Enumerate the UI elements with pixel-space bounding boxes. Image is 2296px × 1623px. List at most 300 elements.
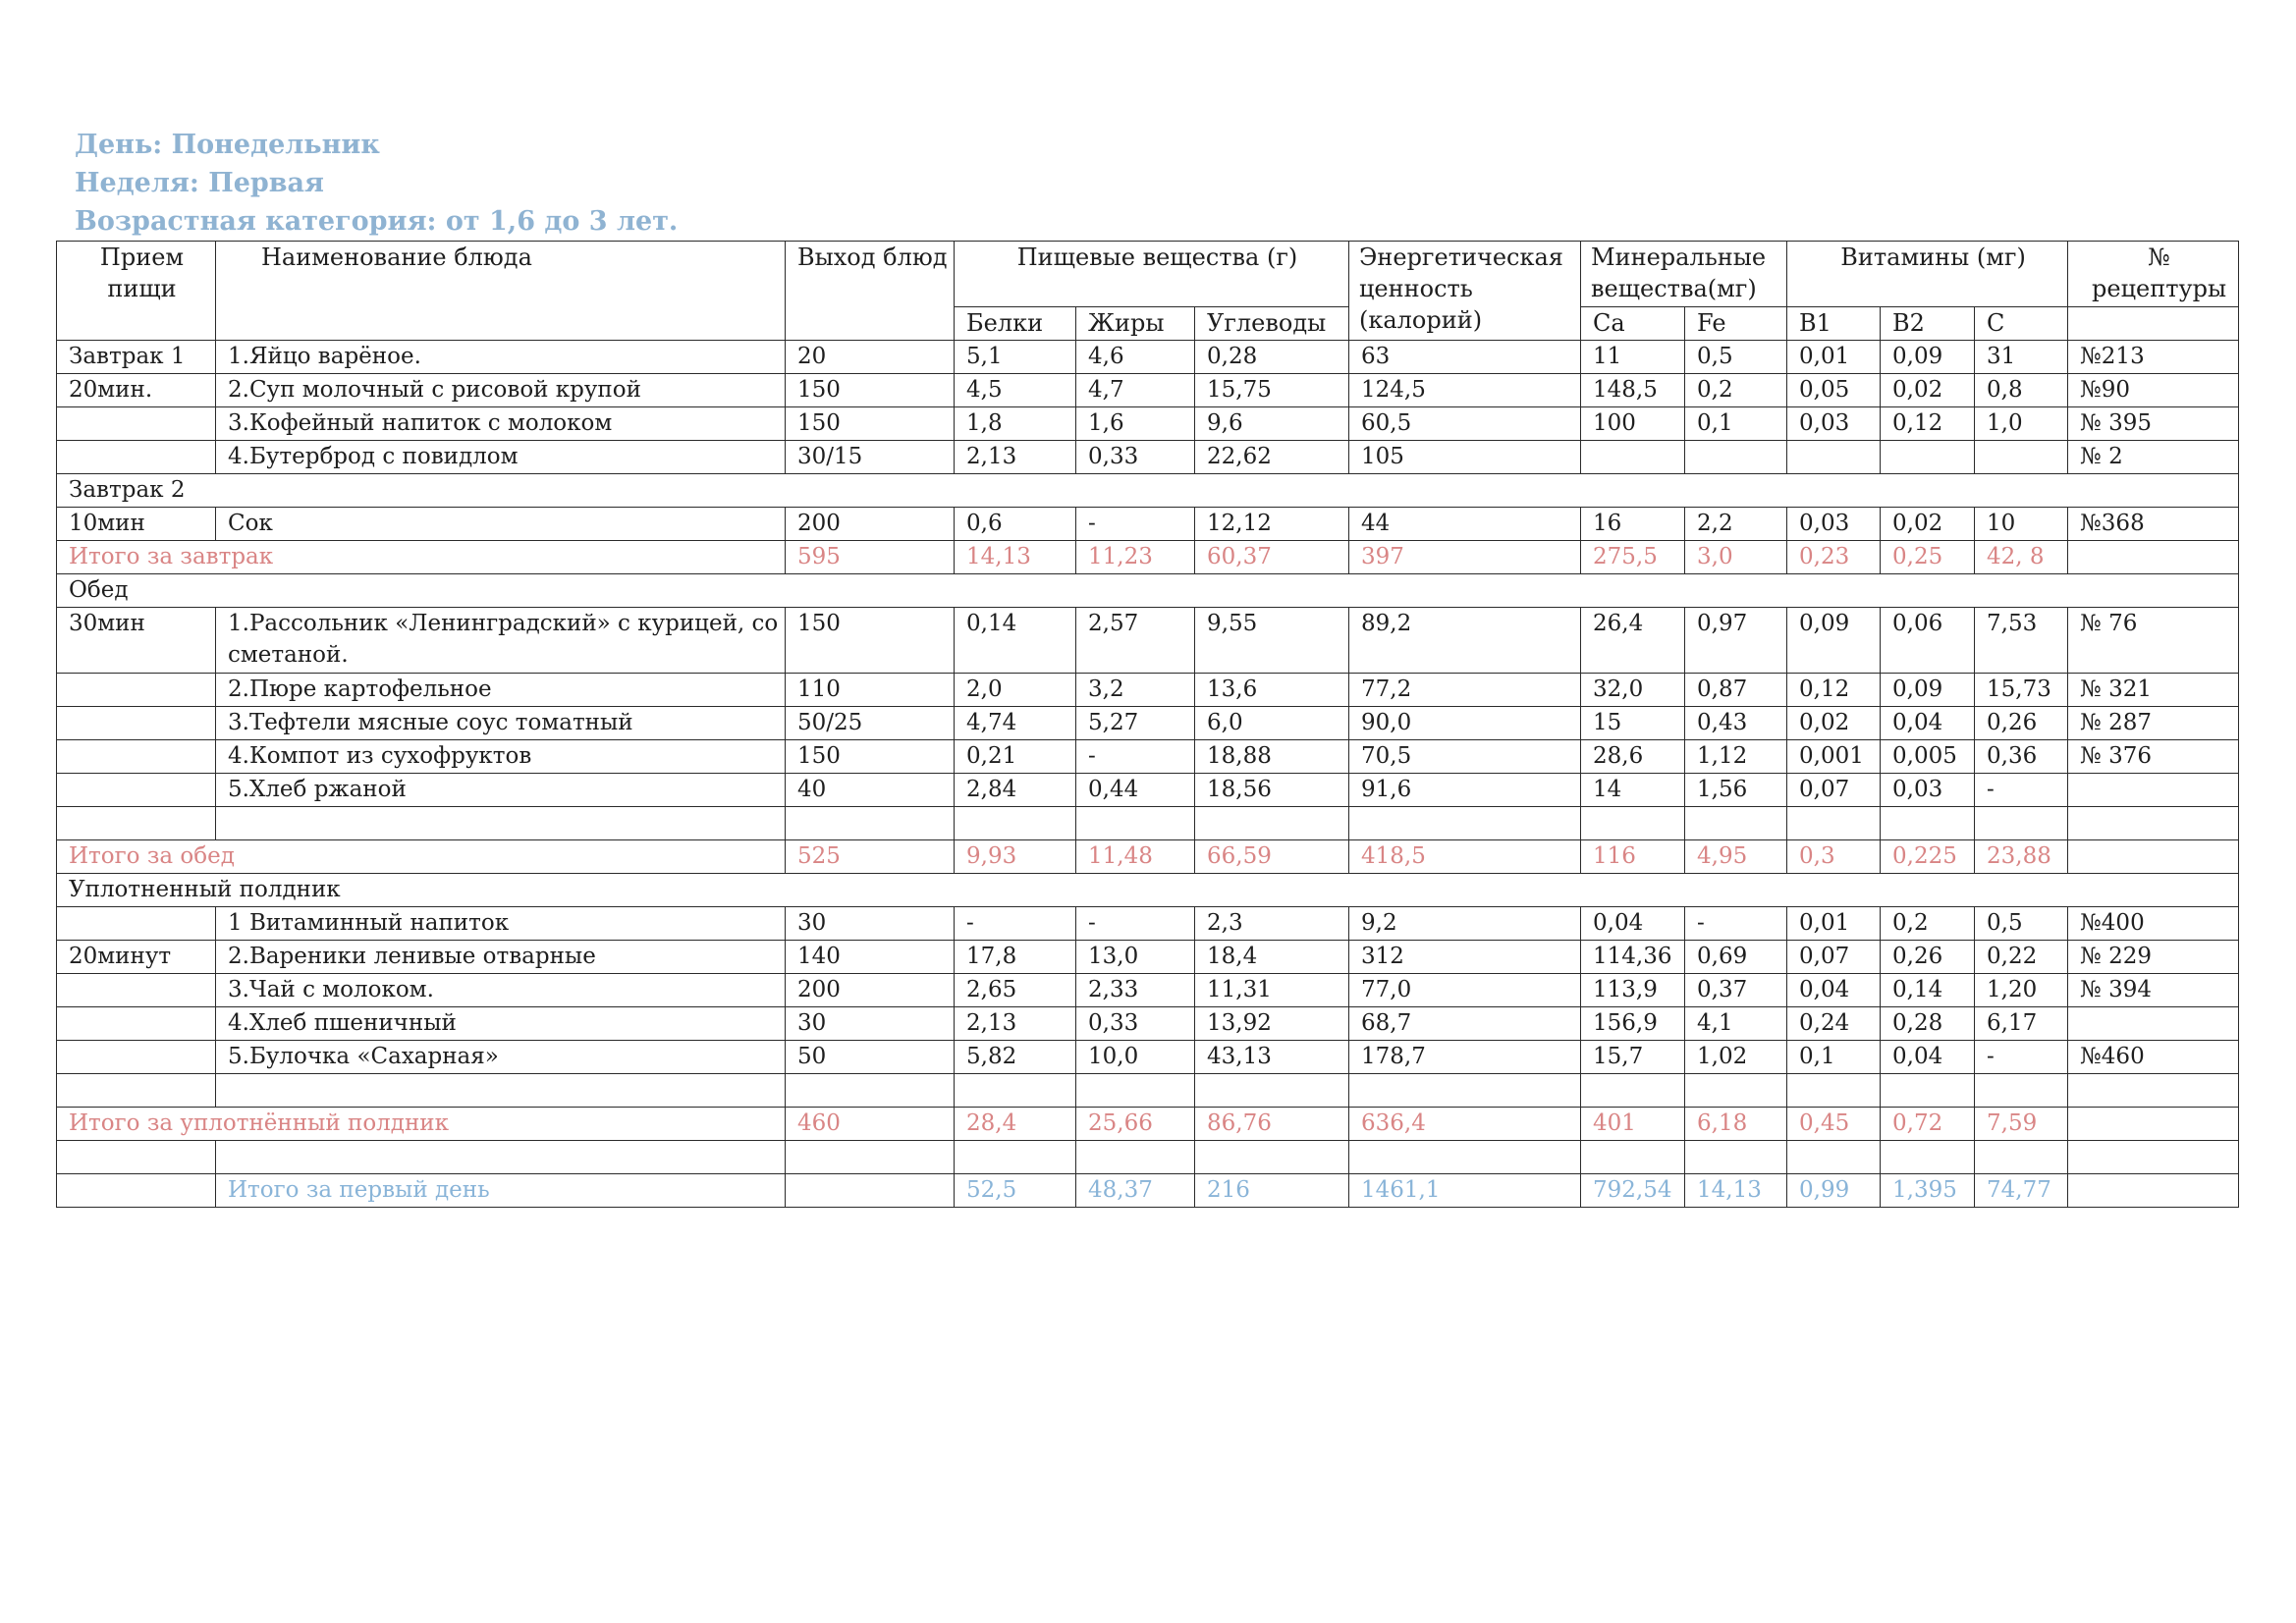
protein-cell: 0,14 xyxy=(955,608,1076,674)
meal-cell xyxy=(57,907,216,941)
yield-column-header: Выход блюд xyxy=(786,242,955,341)
empty-cell xyxy=(1349,1074,1581,1108)
ca-cell: 0,04 xyxy=(1581,907,1685,941)
energy-cell: 178,7 xyxy=(1349,1041,1581,1074)
b2-cell xyxy=(1881,441,1975,474)
recipe-cell: № 287 xyxy=(2068,707,2239,740)
carbs-cell: 18,88 xyxy=(1195,740,1349,774)
yield-cell: 150 xyxy=(786,740,955,774)
b1-cell: 0,07 xyxy=(1787,941,1881,974)
carbs-cell: 2,3 xyxy=(1195,907,1349,941)
dish-row xyxy=(57,674,2239,707)
empty-cell xyxy=(1581,1141,1685,1174)
total-fe-cell: 4,95 xyxy=(1685,840,1787,874)
dish-name-cell: 1.Рассольник «Ленинградский» с курицей, со сметаной. xyxy=(216,608,786,674)
dish-column-header: Наименование блюда xyxy=(216,242,786,341)
recipe-cell: № 2 xyxy=(2068,441,2239,474)
b2-cell: 0,28 xyxy=(1881,1007,1975,1041)
ca-cell: 113,9 xyxy=(1581,974,1685,1007)
dish-row xyxy=(57,974,2239,1007)
empty-cell xyxy=(1787,1141,1881,1174)
total-c-cell: 74,77 xyxy=(1975,1174,2068,1208)
recipe-cell: №90 xyxy=(2068,374,2239,407)
section-row xyxy=(57,874,2239,907)
total-carbs-cell: 216 xyxy=(1195,1174,1349,1208)
dish-name-cell: 5.Хлеб ржаной xyxy=(216,774,786,807)
energy-cell: 77,0 xyxy=(1349,974,1581,1007)
c-cell: - xyxy=(1975,774,2068,807)
total-carbs-cell: 66,59 xyxy=(1195,840,1349,874)
dish-row xyxy=(57,508,2239,541)
empty-cell xyxy=(57,1141,216,1174)
recipe-cell: № 376 xyxy=(2068,740,2239,774)
b1-cell xyxy=(1787,441,1881,474)
empty-cell xyxy=(2068,1074,2239,1108)
dish-name-cell: 4.Хлеб пшеничный xyxy=(216,1007,786,1041)
empty-cell xyxy=(216,1074,786,1108)
protein-cell: 5,1 xyxy=(955,341,1076,374)
carbs-cell: 0,28 xyxy=(1195,341,1349,374)
nutrients-column-header: Пищевые вещества (г) xyxy=(955,242,1349,307)
total-recipe-cell xyxy=(2068,541,2239,574)
total-protein-cell: 9,93 xyxy=(955,840,1076,874)
energy-cell: 90,0 xyxy=(1349,707,1581,740)
c-cell: 0,26 xyxy=(1975,707,2068,740)
dish-name-cell: 5.Булочка «Сахарная» xyxy=(216,1041,786,1074)
fat-cell: 2,57 xyxy=(1076,608,1195,674)
dish-row xyxy=(57,441,2239,474)
total-ca-cell: 116 xyxy=(1581,840,1685,874)
energy-column-header: Энергетическая ценность (калорий) xyxy=(1349,242,1581,341)
meal-cell: 20минут xyxy=(57,941,216,974)
fe-cell: 2,2 xyxy=(1685,508,1787,541)
yield-cell: 30 xyxy=(786,1007,955,1041)
energy-cell: 89,2 xyxy=(1349,608,1581,674)
fat-cell: 1,6 xyxy=(1076,407,1195,441)
minerals-column-header: Минеральные вещества(мг) xyxy=(1581,242,1787,307)
ca-cell: 28,6 xyxy=(1581,740,1685,774)
b1-cell: 0,1 xyxy=(1787,1041,1881,1074)
total-b1-cell: 0,45 xyxy=(1787,1108,1881,1141)
protein-column-header: Белки xyxy=(955,307,1076,341)
empty-cell xyxy=(1349,807,1581,840)
total-fat-cell: 48,37 xyxy=(1076,1174,1195,1208)
total-energy-cell: 1461,1 xyxy=(1349,1174,1581,1208)
section-title: Обед xyxy=(57,574,2239,608)
meal-column-header: Прием пищи xyxy=(57,242,216,341)
total-label: Итого за уплотнённый полдник xyxy=(57,1108,786,1141)
fat-cell: - xyxy=(1076,907,1195,941)
protein-cell: 0,6 xyxy=(955,508,1076,541)
recipe-cell: №213 xyxy=(2068,341,2239,374)
yield-cell: 140 xyxy=(786,941,955,974)
recipe-cell: №460 xyxy=(2068,1041,2239,1074)
ca-cell: 16 xyxy=(1581,508,1685,541)
total-carbs-cell: 60,37 xyxy=(1195,541,1349,574)
carbs-cell: 6,0 xyxy=(1195,707,1349,740)
meal-cell xyxy=(57,441,216,474)
dish-name-cell: 4.Компот из сухофруктов xyxy=(216,740,786,774)
meal-cell: 10мин xyxy=(57,508,216,541)
c-cell: 15,73 xyxy=(1975,674,2068,707)
fe-cell: 0,1 xyxy=(1685,407,1787,441)
b2-cell: 0,14 xyxy=(1881,974,1975,1007)
carbs-cell: 22,62 xyxy=(1195,441,1349,474)
b2-cell: 0,26 xyxy=(1881,941,1975,974)
week-label: Неделя: Первая xyxy=(75,168,324,198)
ca-cell: 32,0 xyxy=(1581,674,1685,707)
empty-cell xyxy=(1581,1074,1685,1108)
total-fat-cell: 11,48 xyxy=(1076,840,1195,874)
energy-cell: 9,2 xyxy=(1349,907,1581,941)
c-cell: 0,8 xyxy=(1975,374,2068,407)
c-cell: 1,20 xyxy=(1975,974,2068,1007)
protein-cell: 2,0 xyxy=(955,674,1076,707)
energy-cell: 77,2 xyxy=(1349,674,1581,707)
c-cell: - xyxy=(1975,1041,2068,1074)
total-label: Итого за обед xyxy=(57,840,786,874)
yield-cell: 30/15 xyxy=(786,441,955,474)
fe-cell: 0,87 xyxy=(1685,674,1787,707)
empty-cell xyxy=(1787,1074,1881,1108)
fe-column-header: Fe xyxy=(1685,307,1787,341)
carbs-cell: 13,92 xyxy=(1195,1007,1349,1041)
ca-cell: 114,36 xyxy=(1581,941,1685,974)
dish-name-cell: 1 Витаминный напиток xyxy=(216,907,786,941)
section-row xyxy=(57,474,2239,508)
dish-name-cell: 2.Вареники ленивые отварные xyxy=(216,941,786,974)
fat-cell: 4,6 xyxy=(1076,341,1195,374)
total-yield-cell: 525 xyxy=(786,840,955,874)
fat-cell: 2,33 xyxy=(1076,974,1195,1007)
empty-cell xyxy=(955,1141,1076,1174)
ca-cell: 156,9 xyxy=(1581,1007,1685,1041)
section-row xyxy=(57,574,2239,608)
b1-cell: 0,03 xyxy=(1787,508,1881,541)
c-cell xyxy=(1975,441,2068,474)
vitamins-column-header: Витамины (мг) xyxy=(1787,242,2068,307)
dish-row xyxy=(57,740,2239,774)
empty-cell xyxy=(1685,1141,1787,1174)
empty-cell xyxy=(955,807,1076,840)
total-ca-cell: 275,5 xyxy=(1581,541,1685,574)
energy-cell: 70,5 xyxy=(1349,740,1581,774)
dish-name-cell: 3.Чай с молоком. xyxy=(216,974,786,1007)
protein-cell: 17,8 xyxy=(955,941,1076,974)
empty-cell xyxy=(2068,807,2239,840)
recipe-cell: № 229 xyxy=(2068,941,2239,974)
ca-cell: 15 xyxy=(1581,707,1685,740)
b1-cell: 0,04 xyxy=(1787,974,1881,1007)
total-energy-cell: 636,4 xyxy=(1349,1108,1581,1141)
fe-cell: 0,97 xyxy=(1685,608,1787,674)
meal-cell: 30мин xyxy=(57,608,216,674)
total-fat-cell: 25,66 xyxy=(1076,1108,1195,1141)
meal-total-row xyxy=(57,541,2239,574)
protein-cell: 2,84 xyxy=(955,774,1076,807)
fe-cell: 0,37 xyxy=(1685,974,1787,1007)
empty-cell xyxy=(1881,1074,1975,1108)
total-protein-cell: 14,13 xyxy=(955,541,1076,574)
ca-column-header: Ca xyxy=(1581,307,1685,341)
recipe-subheader-cell xyxy=(2068,307,2239,341)
dish-row xyxy=(57,374,2239,407)
empty-row xyxy=(57,1074,2239,1108)
total-b2-cell: 0,25 xyxy=(1881,541,1975,574)
total-c-cell: 42, 8 xyxy=(1975,541,2068,574)
energy-cell: 91,6 xyxy=(1349,774,1581,807)
c-cell: 6,17 xyxy=(1975,1007,2068,1041)
dish-row xyxy=(57,907,2239,941)
total-ca-cell: 792,54 xyxy=(1581,1174,1685,1208)
fat-cell: 0,33 xyxy=(1076,441,1195,474)
fe-cell: - xyxy=(1685,907,1787,941)
c-cell: 0,22 xyxy=(1975,941,2068,974)
empty-cell xyxy=(1975,807,2068,840)
yield-cell: 150 xyxy=(786,374,955,407)
recipe-cell: №368 xyxy=(2068,508,2239,541)
empty-cell xyxy=(216,1141,786,1174)
empty-cell xyxy=(1076,1141,1195,1174)
yield-cell: 200 xyxy=(786,508,955,541)
recipe-column-header: № рецептуры xyxy=(2068,242,2239,307)
yield-cell: 50/25 xyxy=(786,707,955,740)
b1-cell: 0,01 xyxy=(1787,907,1881,941)
section-title: Завтрак 2 xyxy=(57,474,2239,508)
total-b2-cell: 0,225 xyxy=(1881,840,1975,874)
dish-name-cell: 4.Бутерброд с повидлом xyxy=(216,441,786,474)
ca-cell: 14 xyxy=(1581,774,1685,807)
day-label: День: Понедельник xyxy=(75,130,380,160)
carbs-cell: 13,6 xyxy=(1195,674,1349,707)
yield-cell: 30 xyxy=(786,907,955,941)
recipe-cell: № 394 xyxy=(2068,974,2239,1007)
ca-cell: 15,7 xyxy=(1581,1041,1685,1074)
c-cell: 1,0 xyxy=(1975,407,2068,441)
b2-cell: 0,12 xyxy=(1881,407,1975,441)
section-title: Уплотненный полдник xyxy=(57,874,2239,907)
meal-cell: Завтрак 1 xyxy=(57,341,216,374)
empty-cell xyxy=(57,807,216,840)
energy-cell: 63 xyxy=(1349,341,1581,374)
c-cell: 0,5 xyxy=(1975,907,2068,941)
total-fe-cell: 14,13 xyxy=(1685,1174,1787,1208)
b2-cell: 0,02 xyxy=(1881,508,1975,541)
dish-row xyxy=(57,941,2239,974)
meal-cell xyxy=(57,674,216,707)
total-recipe-cell xyxy=(2068,1174,2239,1208)
total-yield-cell: 460 xyxy=(786,1108,955,1141)
fe-cell xyxy=(1685,441,1787,474)
carbs-cell: 9,6 xyxy=(1195,407,1349,441)
carbs-cell: 15,75 xyxy=(1195,374,1349,407)
yield-cell: 50 xyxy=(786,1041,955,1074)
recipe-cell xyxy=(2068,774,2239,807)
b2-cell: 0,09 xyxy=(1881,341,1975,374)
empty-cell xyxy=(786,807,955,840)
protein-cell: 0,21 xyxy=(955,740,1076,774)
recipe-cell xyxy=(2068,1007,2239,1041)
b1-cell: 0,02 xyxy=(1787,707,1881,740)
empty-cell xyxy=(1581,807,1685,840)
c-cell: 10 xyxy=(1975,508,2068,541)
total-protein-cell: 28,4 xyxy=(955,1108,1076,1141)
b2-cell: 0,03 xyxy=(1881,774,1975,807)
meal-cell xyxy=(57,707,216,740)
empty-cell xyxy=(1195,807,1349,840)
dish-name-cell: 3.Тефтели мясные соус томатный xyxy=(216,707,786,740)
total-label: Итого за первый день xyxy=(216,1174,786,1208)
meal-cell xyxy=(57,1041,216,1074)
empty-row xyxy=(57,1141,2239,1174)
b1-cell: 0,01 xyxy=(1787,341,1881,374)
empty-cell xyxy=(955,1074,1076,1108)
fat-cell: 10,0 xyxy=(1076,1041,1195,1074)
carbs-cell: 18,56 xyxy=(1195,774,1349,807)
total-b1-cell: 0,3 xyxy=(1787,840,1881,874)
b1-cell: 0,12 xyxy=(1787,674,1881,707)
fat-cell: - xyxy=(1076,740,1195,774)
ca-cell: 148,5 xyxy=(1581,374,1685,407)
menu-table xyxy=(56,241,2239,1208)
dish-name-cell: 2.Пюре картофельное xyxy=(216,674,786,707)
yield-cell: 150 xyxy=(786,608,955,674)
empty-cell xyxy=(1076,1074,1195,1108)
b2-cell: 0,02 xyxy=(1881,374,1975,407)
ca-cell: 100 xyxy=(1581,407,1685,441)
meal-total-row xyxy=(57,1108,2239,1141)
total-energy-cell: 397 xyxy=(1349,541,1581,574)
dish-row xyxy=(57,1041,2239,1074)
empty-cell xyxy=(1076,807,1195,840)
dish-row xyxy=(57,407,2239,441)
meal-cell xyxy=(57,1007,216,1041)
fe-cell: 1,02 xyxy=(1685,1041,1787,1074)
fe-cell: 1,12 xyxy=(1685,740,1787,774)
total-yield-cell: 595 xyxy=(786,541,955,574)
empty-cell xyxy=(1881,1141,1975,1174)
b1-cell: 0,07 xyxy=(1787,774,1881,807)
protein-cell: 1,8 xyxy=(955,407,1076,441)
total-fe-cell: 3,0 xyxy=(1685,541,1787,574)
ca-cell xyxy=(1581,441,1685,474)
energy-cell: 312 xyxy=(1349,941,1581,974)
empty-cell xyxy=(1975,1141,2068,1174)
dish-row xyxy=(57,774,2239,807)
fat-cell: - xyxy=(1076,508,1195,541)
b2-column-header: B2 xyxy=(1881,307,1975,341)
fat-cell: 0,33 xyxy=(1076,1007,1195,1041)
recipe-cell: № 76 xyxy=(2068,608,2239,674)
fat-cell: 4,7 xyxy=(1076,374,1195,407)
yield-cell: 40 xyxy=(786,774,955,807)
b1-cell: 0,05 xyxy=(1787,374,1881,407)
meal-cell xyxy=(57,1174,216,1208)
protein-cell: 2,13 xyxy=(955,1007,1076,1041)
carbs-column-header: Углеводы xyxy=(1195,307,1349,341)
empty-cell xyxy=(1685,1074,1787,1108)
total-ca-cell: 401 xyxy=(1581,1108,1685,1141)
dish-row xyxy=(57,707,2239,740)
empty-cell xyxy=(1975,1074,2068,1108)
b1-cell: 0,001 xyxy=(1787,740,1881,774)
protein-cell: 5,82 xyxy=(955,1041,1076,1074)
total-c-cell: 7,59 xyxy=(1975,1108,2068,1141)
meal-cell xyxy=(57,740,216,774)
c-cell: 7,53 xyxy=(1975,608,2068,674)
carbs-cell: 9,55 xyxy=(1195,608,1349,674)
energy-cell: 44 xyxy=(1349,508,1581,541)
dish-row xyxy=(57,608,2239,674)
recipe-cell: № 321 xyxy=(2068,674,2239,707)
total-energy-cell: 418,5 xyxy=(1349,840,1581,874)
c-cell: 31 xyxy=(1975,341,2068,374)
empty-cell xyxy=(786,1074,955,1108)
fe-cell: 0,43 xyxy=(1685,707,1787,740)
b2-cell: 0,09 xyxy=(1881,674,1975,707)
fat-column-header: Жиры xyxy=(1076,307,1195,341)
empty-cell xyxy=(1787,807,1881,840)
b1-column-header: B1 xyxy=(1787,307,1881,341)
recipe-cell: № 395 xyxy=(2068,407,2239,441)
day-total-row xyxy=(57,1174,2239,1208)
dish-name-cell: 3.Кофейный напиток с молоком xyxy=(216,407,786,441)
protein-cell: 2,65 xyxy=(955,974,1076,1007)
energy-cell: 105 xyxy=(1349,441,1581,474)
total-fat-cell: 11,23 xyxy=(1076,541,1195,574)
empty-cell xyxy=(1349,1141,1581,1174)
yield-cell: 200 xyxy=(786,974,955,1007)
fat-cell: 3,2 xyxy=(1076,674,1195,707)
total-yield-cell xyxy=(786,1174,955,1208)
fe-cell: 0,2 xyxy=(1685,374,1787,407)
empty-cell xyxy=(2068,1141,2239,1174)
yield-cell: 150 xyxy=(786,407,955,441)
empty-cell xyxy=(1685,807,1787,840)
b2-cell: 0,005 xyxy=(1881,740,1975,774)
b2-cell: 0,04 xyxy=(1881,707,1975,740)
dish-name-cell: 1.Яйцо варёное. xyxy=(216,341,786,374)
energy-cell: 68,7 xyxy=(1349,1007,1581,1041)
total-label: Итого за завтрак xyxy=(57,541,786,574)
protein-cell: 2,13 xyxy=(955,441,1076,474)
meal-cell xyxy=(57,774,216,807)
fe-cell: 0,5 xyxy=(1685,341,1787,374)
c-column-header: C xyxy=(1975,307,2068,341)
fe-cell: 4,1 xyxy=(1685,1007,1787,1041)
total-c-cell: 23,88 xyxy=(1975,840,2068,874)
b2-cell: 0,2 xyxy=(1881,907,1975,941)
dish-name-cell: Сок xyxy=(216,508,786,541)
empty-cell xyxy=(1881,807,1975,840)
fat-cell: 13,0 xyxy=(1076,941,1195,974)
yield-cell: 110 xyxy=(786,674,955,707)
ca-cell: 26,4 xyxy=(1581,608,1685,674)
protein-cell: 4,74 xyxy=(955,707,1076,740)
dish-row xyxy=(57,1007,2239,1041)
dish-row xyxy=(57,341,2239,374)
carbs-cell: 12,12 xyxy=(1195,508,1349,541)
empty-cell xyxy=(1195,1074,1349,1108)
total-b1-cell: 0,23 xyxy=(1787,541,1881,574)
meal-cell xyxy=(57,974,216,1007)
age-category-label: Возрастная категория: от 1,6 до 3 лет. xyxy=(75,206,679,237)
empty-cell xyxy=(57,1074,216,1108)
carbs-cell: 18,4 xyxy=(1195,941,1349,974)
ca-cell: 11 xyxy=(1581,341,1685,374)
empty-cell xyxy=(1195,1141,1349,1174)
total-recipe-cell xyxy=(2068,840,2239,874)
